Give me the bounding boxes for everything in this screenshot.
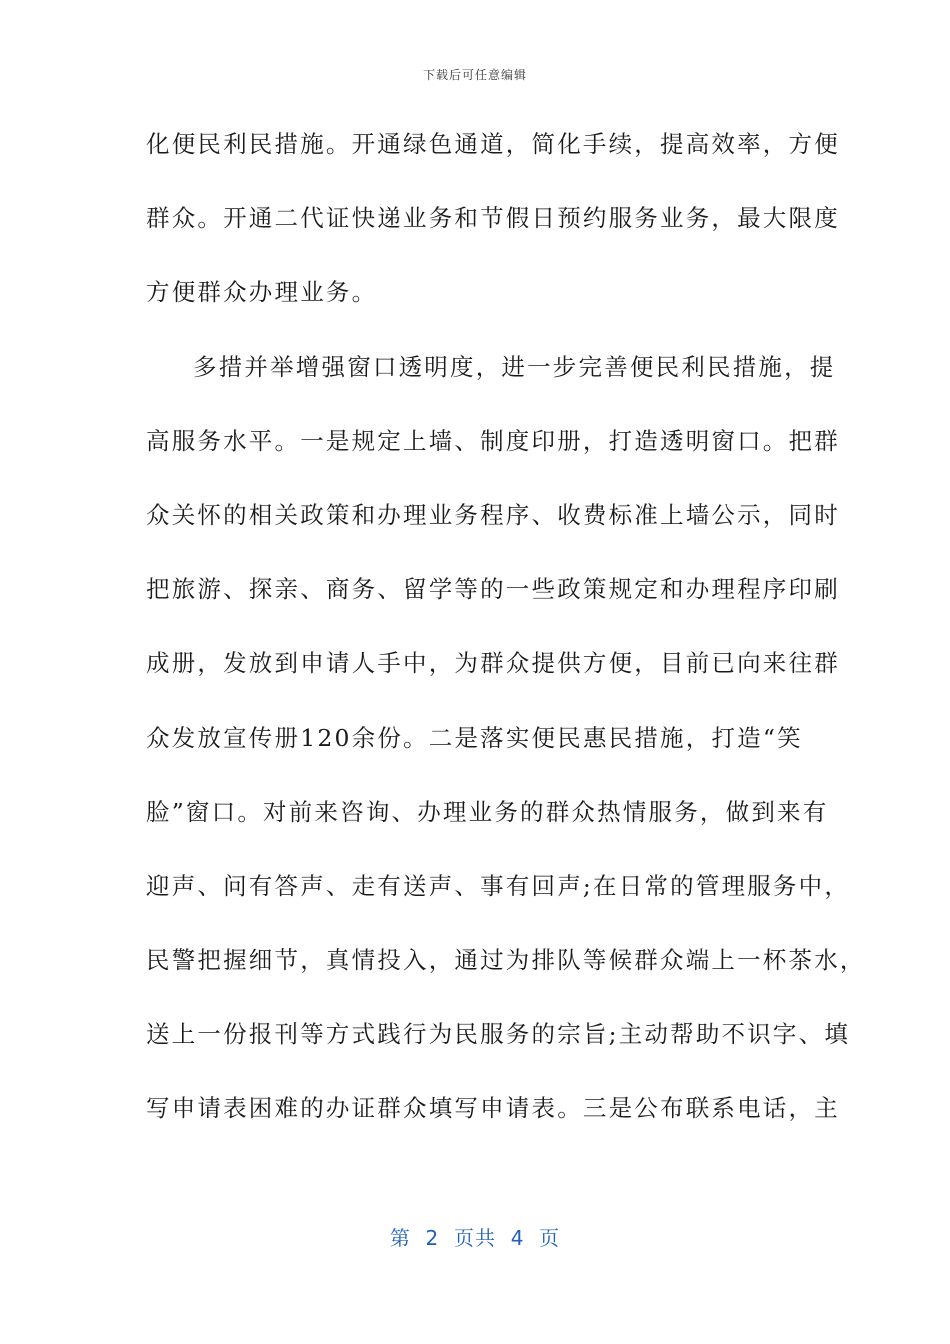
text-line: 群众。开通二代证快递业务和节假日预约服务业务，最大限度 xyxy=(146,204,840,233)
text-line: 脸”窗口。对前来咨询、办理业务的群众热情服务，做到来有 xyxy=(146,797,829,826)
text-line: 高服务水平。一是规定上墙、制度印册，打造透明窗口。把群 xyxy=(146,426,840,455)
text-line: 迎声、问有答声、走有送声、事有回声;在日常的管理服务中， xyxy=(146,871,851,900)
text-line: 多措并举增强窗口透明度，进一步完善便民利民措施，提 xyxy=(193,352,836,381)
text-line: 把旅游、探亲、商务、留学等的一些政策规定和办理程序印刷 xyxy=(146,575,840,604)
page-header: 下载后可任意编辑 xyxy=(422,68,527,82)
text-line: 方便群众办理业务。 xyxy=(146,278,378,307)
text-line: 民警把握细节，真情投入，通过为排队等候群众端上一杯茶水， xyxy=(146,946,866,975)
text-line: 送上一份报刊等方式践行为民服务的宗旨;主动帮助不识字、填 xyxy=(146,1020,851,1049)
text-line: 化便民利民措施。开通绿色通道，简化手续，提高效率，方便 xyxy=(146,130,840,158)
page-number-footer: 第 2 页共 4 页 xyxy=(389,1226,561,1250)
text-line: 众发放宣传册120余份。二是落实便民惠民措施，打造“笑 xyxy=(146,723,803,752)
text-line: 写申请表困难的办证群众填写申请表。三是公布联系电话，主 xyxy=(146,1094,840,1123)
paragraph-2 xyxy=(146,345,866,1161)
text-line: 众关怀的相关政策和办理业务程序、收费标准上墙公示，同时 xyxy=(146,500,840,529)
paragraph-1 xyxy=(146,122,840,345)
document-body xyxy=(146,122,866,1161)
text-line: 成册，发放到申请人手中，为群众提供方便，目前已向来往群 xyxy=(146,649,840,678)
